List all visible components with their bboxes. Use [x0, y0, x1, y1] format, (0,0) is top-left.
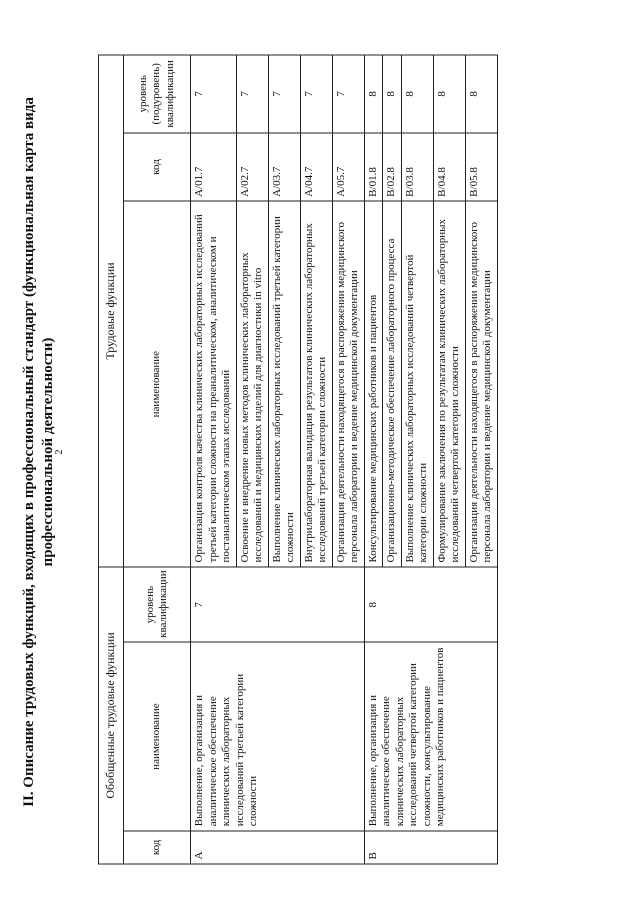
tf-name-cell: Внутрилабораторная валидация результатов клинических лабораторных исследований третьей категории сложности [300, 201, 332, 567]
tf-code-cell: B/04.8 [433, 133, 465, 202]
tf-code-cell: A/03.7 [268, 133, 300, 202]
gtf-code-cell: В [364, 831, 497, 864]
tf-level-cell: 8 [364, 55, 383, 133]
tf-code-cell: B/03.8 [401, 133, 433, 202]
tf-name-cell: Консультирование медицинских работников и пациентов [364, 201, 383, 567]
labor-functions-header: Трудовые функции [99, 55, 124, 567]
tf-code-cell: A/05.7 [332, 133, 364, 202]
tf-code-cell: A/02.7 [236, 133, 268, 202]
column-header-name: наименование [124, 642, 191, 830]
tf-name-cell: Выполнение клинических лабораторных исследований третьей категории сложности [268, 201, 300, 567]
tf-level-cell: 7 [191, 55, 237, 133]
tf-level-cell: 8 [401, 55, 433, 133]
gtf-level-cell: 8 [364, 567, 497, 642]
gtf-code-cell: А [191, 831, 365, 864]
tf-level-cell: 7 [236, 55, 268, 133]
tf-name-cell: Организация деятельности находящегося в распоряжении медицинского персонала лаборатории и ведение медицинской документации [332, 201, 364, 567]
tf-code-cell: B/01.8 [364, 133, 383, 202]
tf-level-cell: 8 [433, 55, 465, 133]
tf-level-cell: 7 [300, 55, 332, 133]
functional-map-table [98, 55, 498, 865]
tf-level-cell: 7 [268, 55, 300, 133]
tf-name-cell: Выполнение клинических лабораторных исследований четвертой категории сложности [401, 201, 433, 567]
tf-code-cell: A/04.7 [300, 133, 332, 202]
tf-name-cell: Формулирование заключения по результатам клинических лабораторных исследований четвертой категории сложности [433, 201, 465, 567]
tf-code-cell: B/05.8 [465, 133, 497, 202]
gtf-name-cell: Выполнение, организация и аналитическое обеспечение клинических лабораторных исследований четвертой категории сложности, консультирование медицинских работников и пациентов [364, 642, 497, 830]
gtf-name-cell: Выполнение, организация и аналитическое обеспечение клинических лабораторных исследований третьей категории сложности [191, 642, 365, 830]
tf-code-cell: B/02.8 [383, 133, 402, 202]
tf-name-cell: Организация контроля качества клинических лабораторных исследований третьей категории сложности на преаналитическом, аналитическом и постаналитическом этапах исследований [191, 201, 237, 567]
gtf-level-cell: 7 [191, 567, 365, 642]
column-header-level: уровень квалификации [124, 567, 191, 642]
generalized-functions-header: Обобщенные трудовые функции [99, 567, 124, 864]
column-header-tf-name: наименование [124, 201, 191, 567]
column-header-tf-code: код [124, 133, 191, 202]
tf-level-cell: 8 [465, 55, 497, 133]
page-number: 2 [54, 449, 65, 455]
tf-code-cell: A/01.7 [191, 133, 237, 202]
tf-name-cell: Освоение и внедрение новых методов клинических лабораторных исследований и медицинских изделий для диагностики in vitro [236, 201, 268, 567]
column-header-tf-level: уровень (подуровень) квалификации [124, 55, 191, 133]
tf-name-cell: Организационно-методическое обеспечение лабораторного процесса [383, 201, 402, 567]
column-header-code: код [124, 831, 191, 864]
tf-level-cell: 8 [383, 55, 402, 133]
table-row [364, 55, 383, 864]
tf-level-cell: 7 [332, 55, 364, 133]
section-heading: II. Описание трудовых функций, входящих в профессиональный стандарт (функциональная карта вида профессиональной деятельности) [21, 97, 56, 807]
table-row [191, 55, 237, 864]
tf-name-cell: Организация деятельности находящегося в распоряжении медицинского персонала лаборатории и ведение медицинской документации [465, 201, 497, 567]
